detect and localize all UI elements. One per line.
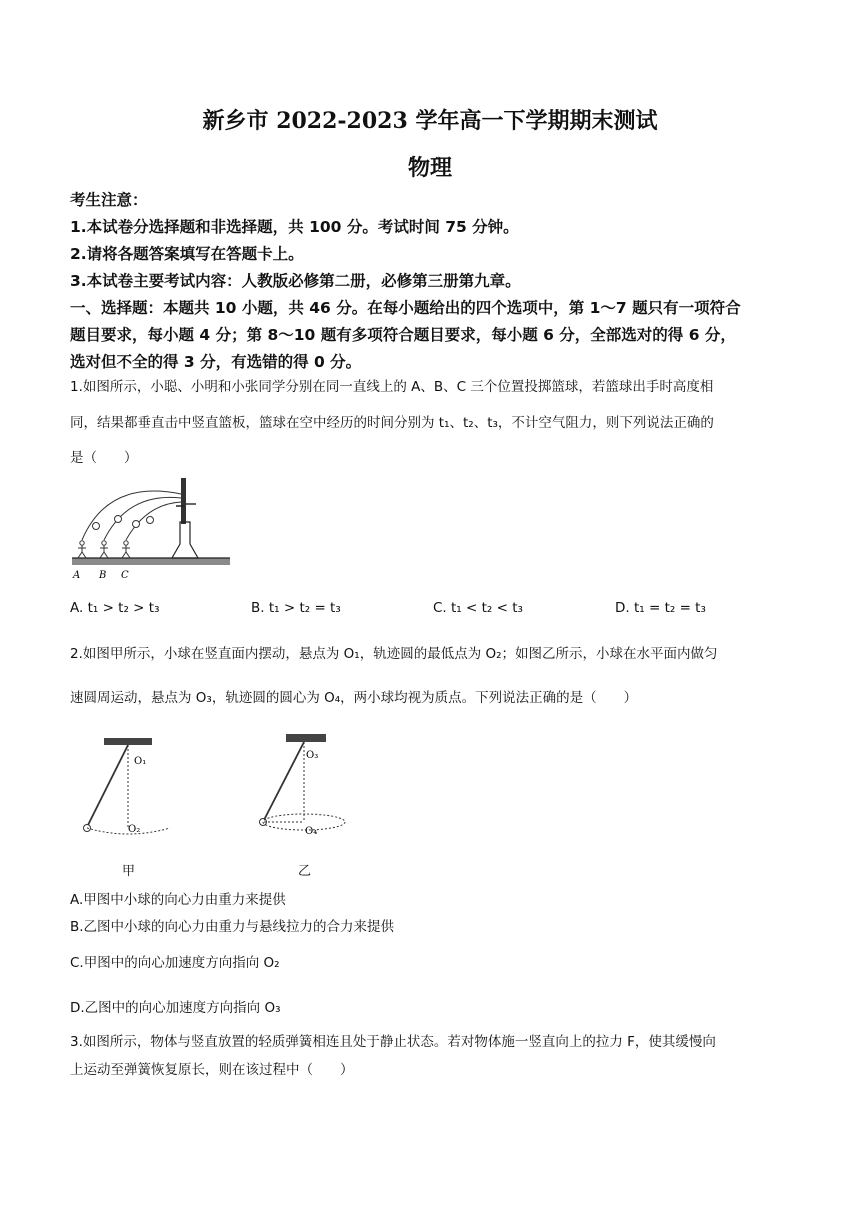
ball — [133, 521, 140, 528]
position-label-c: C — [121, 570, 129, 581]
section1-line-3: 选对但不全的得 3 分，有选错的得 0 分。 — [70, 353, 362, 371]
string — [264, 742, 304, 820]
label-o1: O₁ — [134, 756, 147, 767]
section1-line-2: 题目要求，每小题 4 分；第 8～10 题有多项符合题目要求，每小题 6 分，全部选对的得 6 分， — [70, 326, 736, 344]
q2-option-b: B.乙图中小球的向心力由重力与悬线拉力的合力来提供 — [70, 919, 395, 935]
q1-option-a: A. t₁ > t₂ > t₃ — [70, 600, 160, 616]
notice-item-3: 3.本试卷主要考试内容：人教版必修第二册，必修第三册第九章。 — [70, 272, 521, 290]
q1-line-1: 1.如图所示，小聪、小明和小张同学分别在同一直线上的 A、B、C 三个位置投掷篮球，若篮球出手时高度相 — [70, 379, 714, 395]
fig-caption-yi: 乙 — [298, 864, 312, 879]
q2-line-2: 速圆周运动，悬点为 O₃，轨迹圆的圆心为 O₄，两小球均视为质点。下列说法正确的是（ ） — [70, 690, 638, 706]
ball — [93, 523, 100, 530]
q1-line-3: 是（ ） — [70, 450, 138, 466]
label-o3: O₃ — [306, 750, 319, 761]
exam-title: 新乡市 2022-2023 学年高一下学期期末测试 — [202, 108, 658, 134]
q1-line-2: 同，结果都垂直击中竖直篮板，篮球在空中经历的时间分别为 t₁、t₂、t₃，不计空气阻力，则下列说法正确的 — [70, 415, 714, 431]
q1-option-b: B. t₁ > t₂ = t₃ — [251, 600, 341, 616]
q1-option-c: C. t₁ < t₂ < t₃ — [433, 600, 523, 616]
ball — [147, 517, 154, 524]
label-o2: O₂ — [128, 824, 141, 835]
notice-heading: 考生注意： — [70, 191, 148, 209]
position-label-b: B — [99, 570, 107, 581]
fig-caption-jia: 甲 — [122, 864, 136, 879]
ceiling — [286, 734, 326, 742]
notice-item-2: 2.请将各题答案填写在答题卡上。 — [70, 245, 304, 263]
q3-line-1: 3.如图所示，物体与竖直放置的轻质弹簧相连且处于静止状态。若对物体施一竖直向上的拉力 F，使其缓慢向 — [70, 1034, 716, 1050]
q2-option-c: C.甲图中的向心加速度方向指向 O₂ — [70, 955, 280, 971]
q2-line-1: 2.如图甲所示，小球在竖直面内摆动，悬点为 O₁，轨迹圆的最低点为 O₂；如图乙所示，小球在水平面内做匀 — [70, 646, 718, 662]
pendulum-figure-yi — [254, 732, 354, 836]
exam-subject: 物理 — [407, 155, 452, 181]
basketball-figure — [68, 474, 238, 584]
string — [88, 745, 128, 825]
section1-line-1: 一、选择题：本题共 10 小题，共 46 分。在每小题给出的四个选项中，第 1～7 题只有一项符合 — [70, 299, 741, 317]
stand — [172, 522, 198, 558]
pendulum-figure-jia — [78, 736, 178, 840]
ground — [72, 558, 230, 565]
q3-line-2: 上运动至弹簧恢复原长，则在该过程中（ ） — [70, 1062, 354, 1078]
position-label-a: A — [73, 570, 81, 581]
q2-option-a: A.甲图中小球的向心力由重力来提供 — [70, 892, 286, 908]
ball — [115, 516, 122, 523]
backboard — [181, 478, 186, 524]
label-o4: O₄ — [305, 826, 318, 836]
q1-option-d: D. t₁ = t₂ = t₃ — [615, 600, 706, 616]
notice-item-1: 1.本试卷分选择题和非选择题，共 100 分。考试时间 75 分钟。 — [70, 218, 519, 236]
ceiling — [104, 738, 152, 745]
q2-option-d: D.乙图中的向心加速度方向指向 O₃ — [70, 1000, 281, 1016]
trajectory-a — [82, 491, 181, 540]
